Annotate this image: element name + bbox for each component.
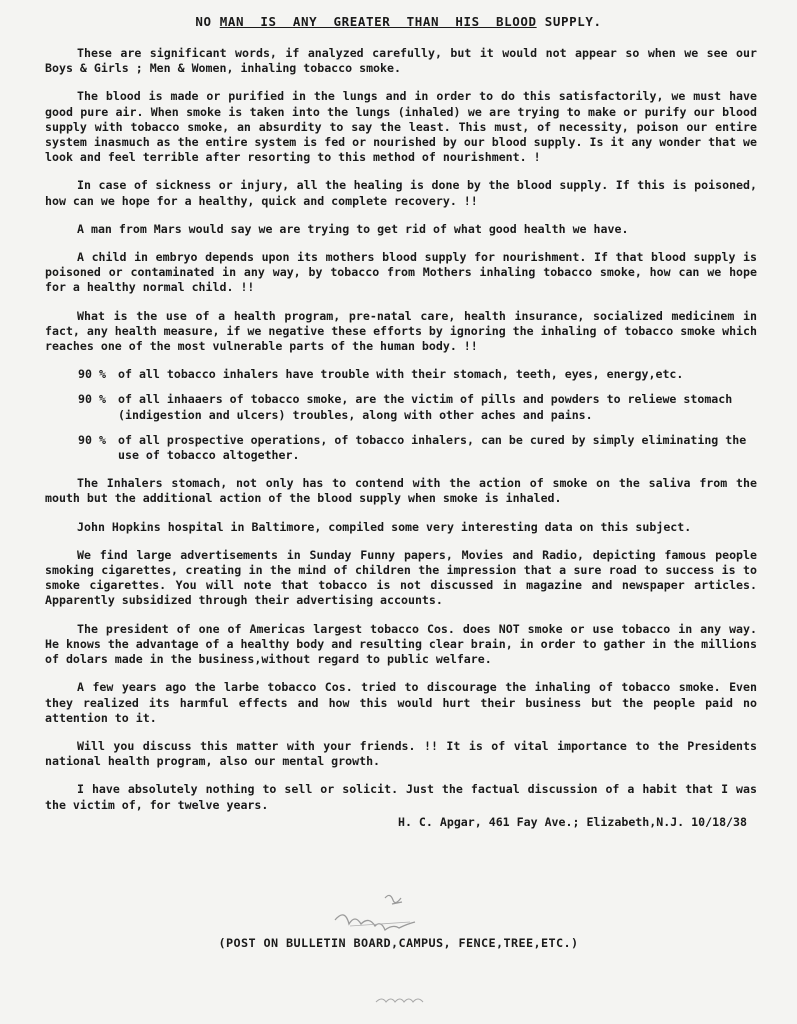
paragraph: The Inhalers stomach, not only has to contend with the action of smoke on the saliva from the mouth but the additional action of the blood supply when smoke is inhaled. — [45, 476, 757, 506]
paragraph: The president of one of Americas largest tobacco Cos. does NOT smoke or use tobacco in any way. He knows the advantage of a healthy body and resulting clear brain, in order to gather in the millions of dolars made in the business,without regard to public welfare. — [45, 621, 757, 667]
paragraph: What is the use of a health program, pre-natal care, health insurance, socialized medicinem in fact, any health measure, if we negative these efforts by ignoring the inhaling of tobacco smoke which reaches one of the most vulnerable parts of the human body. !! — [45, 308, 757, 354]
paragraph: A man from Mars would say we are trying to get rid of what good health we have. — [77, 221, 629, 236]
percent-text: of all prospective operations, of tobacco inhalers, can be cured by simply eliminating the use of tobacco altogether. — [118, 432, 747, 463]
percent-text: of all inhaaers of tobacco smoke, are the victim of pills and powders to reliewe stomach (indigestion and ulcers) troubles, along with other aches and pains. — [118, 392, 733, 422]
percent-value: 90 % — [78, 392, 106, 407]
title-suffix: SUPPLY. — [536, 14, 602, 29]
percent-value: 90 % — [78, 367, 106, 382]
handwritten-signature — [330, 890, 430, 940]
paragraph: In case of sickness or injury, all the healing is done by the blood supply. If this is poisoned, how can we hope for a healthy, quick and complete recovery. !! — [45, 178, 757, 208]
letter-body — [45, 46, 757, 830]
paragraph: A child in embryo depends upon its mothers blood supply for nourishment. If that blood supply is poisoned or contaminated in any way, by tobacco from Mothers inhaling tobacco smoke, how can we hope for a healthy normal child. !! — [45, 250, 757, 295]
paragraph: We find large advertisements in Sunday Funny papers, Movies and Radio, depicting famous people smoking cigarettes, creating in the mind of children the impression that a sure road to success is to smoke cigarettes. You will note that tobacco is not discussed in magazine and newspaper articles. Apparently subsidized through their advertising accounts. — [45, 547, 757, 608]
paragraph: A few years ago the larbe tobacco Cos. tried to discourage the inhaling of tobacco smoke. Even they realized its harmful effects and how this would hurt their business but the people paid no attention to it. — [45, 680, 757, 725]
post-instruction: (POST ON BULLETIN BOARD,CAMPUS, FENCE,TREE,ETC.) — [218, 936, 579, 950]
signature-line: H. C. Apgar, 461 Fay Ave.; Elizabeth,N.J. 10/18/38 — [397, 814, 747, 829]
page-title — [0, 14, 797, 29]
percent-text: of all tobacco inhalers have trouble with their stomach, teeth, eyes, energy,etc. — [118, 367, 684, 382]
title-underlined: MAN IS ANY GREATER THAN HIS BLOOD — [219, 14, 537, 29]
paragraph: These are significant words, if analyzed carefully, but it would not appear so when we see our Boys & Girls ; Men & Women, inhaling tobacco smoke. — [45, 46, 757, 76]
percent-item — [78, 392, 757, 422]
paragraph: The blood is made or purified in the lungs and in order to do this satisfactorily, we must have good pure air. When smoke is taken into the lungs (inhaled) we are trying to make or purify our blood supply with tobacco smoke, an absurdity to say the least. This must, of necessity, poison our entire system inasmuch as the entire system is fed or nourished by our blood supply. Is it any wonder that we look and feel terrible after resorting to this method of nourishment. ! — [45, 89, 757, 165]
paragraph: I have absolutely nothing to sell or solicit. Just the factual discussion of a habit that I was the victim of, for twelve years. — [45, 782, 757, 812]
percent-item — [78, 433, 757, 463]
percent-value: 90 % — [78, 432, 106, 447]
title-prefix: NO — [195, 14, 220, 29]
paragraph: John Hopkins hospital in Baltimore, compiled some very interesting data on this subject. — [77, 519, 692, 534]
archive-stamp-mark — [372, 990, 432, 1010]
percent-item — [78, 367, 757, 382]
paragraph: Will you discuss this matter with your friends. !! It is of vital importance to the Presidents national health program, also our mental growth. — [45, 738, 757, 769]
